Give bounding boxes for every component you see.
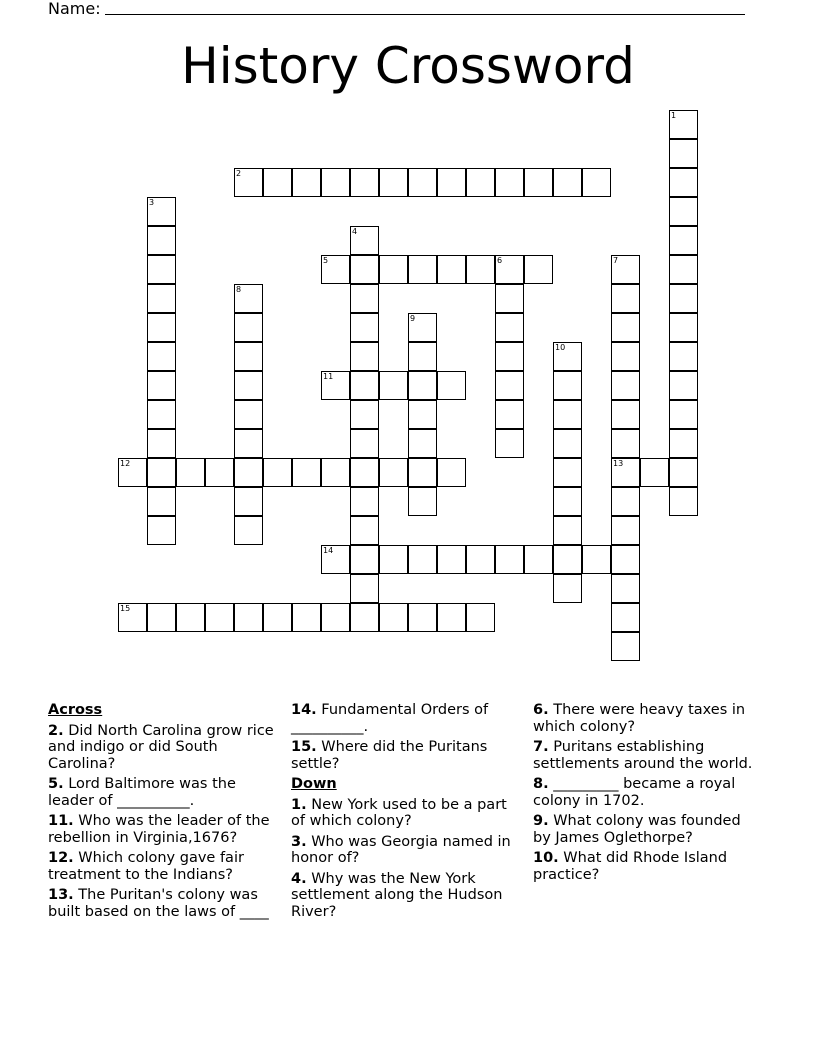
clue-across-2 [48,723,280,773]
grid-cell[interactable] [205,603,234,632]
grid-cell[interactable] [611,255,640,284]
cell-number: 5 [323,256,329,265]
cell-number: 6 [497,256,503,265]
grid-cell[interactable] [234,516,263,545]
grid-cell[interactable] [553,458,582,487]
clue-number: 1. [291,796,307,813]
grid-cell[interactable] [466,168,495,197]
grid-cell[interactable] [466,255,495,284]
grid-cell[interactable] [176,458,205,487]
clue-text: New York used to be a part of which colony? [291,796,507,829]
clue-number: 4. [291,870,307,887]
grid-cell[interactable] [466,603,495,632]
grid-cell[interactable] [408,255,437,284]
cell-number: 7 [613,256,619,265]
grid-cell[interactable] [379,603,408,632]
grid-cell[interactable] [147,458,176,487]
grid-cell[interactable] [669,139,698,168]
grid-cell[interactable] [611,487,640,516]
grid-cell[interactable] [350,342,379,371]
clue-text: Where did the Puritans settle? [291,739,488,772]
grid-cell[interactable] [669,197,698,226]
clue-number: 5. [48,776,64,792]
clue-down-1 [291,797,523,830]
grid-cell[interactable] [379,255,408,284]
grid-cell[interactable] [234,458,263,487]
grid-cell[interactable] [205,458,234,487]
grid-cell[interactable] [147,516,176,545]
clue-text: Who was the leader of the rebellion in Virginia,1676? [48,813,270,846]
clue-down-8 [533,776,761,809]
across-heading: Across [48,702,103,718]
grid-cell[interactable] [350,603,379,632]
grid-cell[interactable] [147,603,176,632]
grid-cell[interactable] [524,168,553,197]
name-underline[interactable] [105,0,745,15]
clues-column-2 [291,702,523,924]
grid-cell[interactable] [379,371,408,400]
grid-cell[interactable] [350,458,379,487]
grid-cell[interactable] [669,458,698,487]
clue-down-6 [533,702,761,735]
grid-cell[interactable] [582,168,611,197]
clue-down-4 [291,871,523,921]
cell-number: 2 [236,169,242,178]
grid-cell[interactable] [350,168,379,197]
clue-number: 11. [48,813,74,829]
grid-cell[interactable] [669,313,698,342]
grid-cell[interactable] [669,487,698,516]
grid-cell[interactable] [147,400,176,429]
grid-cell[interactable] [350,255,379,284]
grid-cell[interactable] [176,603,205,632]
grid-cell[interactable] [147,226,176,255]
grid-cell[interactable] [147,284,176,313]
grid-cell[interactable] [466,545,495,574]
clue-number: 15. [291,739,317,755]
grid-cell[interactable] [495,255,524,284]
grid-cell[interactable] [118,458,147,487]
grid-cell[interactable] [379,458,408,487]
clue-text: There were heavy taxes in which colony? [533,702,746,735]
grid-cell[interactable] [118,603,147,632]
grid-cell[interactable] [611,284,640,313]
grid-cell[interactable] [437,458,466,487]
grid-cell[interactable] [350,516,379,545]
clue-across-13 [48,887,280,920]
grid-cell[interactable] [553,342,582,371]
grid-cell[interactable] [611,603,640,632]
grid-cell[interactable] [292,458,321,487]
grid-cell[interactable] [350,371,379,400]
clue-text: Did North Carolina grow rice and indigo or did South Carolina? [48,722,274,772]
grid-cell[interactable] [350,226,379,255]
clue-number: 3. [291,833,307,850]
grid-cell[interactable] [495,313,524,342]
grid-cell[interactable] [263,603,292,632]
grid-cell[interactable] [582,545,611,574]
cell-number: 8 [236,285,242,294]
grid-cell[interactable] [234,400,263,429]
grid-cell[interactable] [640,458,669,487]
grid-cell[interactable] [437,255,466,284]
clue-number: 13. [48,887,74,903]
grid-cell[interactable] [263,458,292,487]
grid-cell[interactable] [321,255,350,284]
grid-cell[interactable] [495,429,524,458]
clue-down-9 [533,813,761,846]
cell-number: 3 [149,198,155,207]
grid-cell[interactable] [669,284,698,313]
grid-cell[interactable] [147,313,176,342]
grid-cell[interactable] [437,603,466,632]
cell-number: 11 [323,372,334,381]
grid-cell[interactable] [495,342,524,371]
clue-number: 12. [48,850,74,866]
grid-cell[interactable] [611,313,640,342]
grid-cell[interactable] [350,545,379,574]
grid-cell[interactable] [147,429,176,458]
grid-cell[interactable] [234,342,263,371]
cell-number: 1 [671,111,677,120]
grid-cell[interactable] [437,371,466,400]
grid-cell[interactable] [669,400,698,429]
clue-number: 2. [48,722,64,739]
clue-text: What did Rhode Island practice? [533,850,728,883]
grid-cell[interactable] [611,342,640,371]
clue-number: 7. [533,739,549,755]
cell-number: 13 [613,459,624,468]
grid-cell[interactable] [234,603,263,632]
clue-down-10 [533,850,761,883]
grid-cell[interactable] [495,168,524,197]
grid-cell[interactable] [408,487,437,516]
clue-number: 8. [533,776,549,792]
grid-cell[interactable] [553,487,582,516]
grid-cell[interactable] [263,168,292,197]
grid-cell[interactable] [408,429,437,458]
grid-cell[interactable] [321,458,350,487]
grid-cell[interactable] [553,516,582,545]
grid-cell[interactable] [350,284,379,313]
clue-across-14 [291,702,523,735]
grid-cell[interactable] [495,371,524,400]
cell-number: 4 [352,227,358,236]
grid-cell[interactable] [234,313,263,342]
grid-cell[interactable] [611,458,640,487]
grid-cell[interactable] [350,400,379,429]
clue-number: 10. [533,850,559,866]
grid-cell[interactable] [292,168,321,197]
clue-text: What colony was founded by James Oglethorpe? [533,813,741,846]
cell-number: 9 [410,314,416,323]
grid-cell[interactable] [147,197,176,226]
grid-cell[interactable] [350,429,379,458]
clue-across-15 [291,739,523,772]
grid-cell[interactable] [408,603,437,632]
grid-cell[interactable] [669,429,698,458]
grid-cell[interactable] [234,284,263,313]
grid-cell[interactable] [321,371,350,400]
grid-cell[interactable] [553,400,582,429]
grid-cell[interactable] [350,574,379,603]
clue-across-11 [48,813,280,846]
grid-cell[interactable] [669,110,698,139]
name-field[interactable] [48,0,748,20]
clue-across-5 [48,776,280,809]
grid-cell[interactable] [408,400,437,429]
grid-cell[interactable] [553,545,582,574]
grid-cell[interactable] [524,255,553,284]
clue-text: Who was Georgia named in honor of? [291,833,511,866]
clues-column-1 [48,702,280,924]
grid-cell[interactable] [321,545,350,574]
grid-cell[interactable] [408,313,437,342]
grid-cell[interactable] [611,371,640,400]
grid-cell[interactable] [408,342,437,371]
grid-cell[interactable] [524,545,553,574]
grid-cell[interactable] [611,545,640,574]
grid-cell[interactable] [350,487,379,516]
clue-number: 14. [291,702,317,718]
cell-number: 10 [555,343,566,352]
clue-down-3 [291,834,523,867]
grid-cell[interactable] [437,545,466,574]
grid-cell[interactable] [408,371,437,400]
grid-cell[interactable] [147,255,176,284]
grid-cell[interactable] [669,168,698,197]
clue-text: Puritans establishing settlements around the world. [533,739,753,772]
grid-cell[interactable] [553,168,582,197]
cell-number: 15 [120,604,131,613]
grid-cell[interactable] [669,371,698,400]
grid-cell[interactable] [495,400,524,429]
grid-cell[interactable] [321,603,350,632]
clue-number: 9. [533,813,549,829]
grid-cell[interactable] [553,429,582,458]
grid-cell[interactable] [147,487,176,516]
grid-cell[interactable] [408,545,437,574]
grid-cell[interactable] [495,545,524,574]
grid-cell[interactable] [495,284,524,313]
clue-across-12 [48,850,280,883]
grid-cell[interactable] [234,429,263,458]
grid-cell[interactable] [611,516,640,545]
grid-cell[interactable] [234,168,263,197]
grid-cell[interactable] [669,342,698,371]
down-heading: Down [291,776,337,792]
clue-text: Fundamental Orders of __________. [291,702,489,735]
clues-column-3 [533,702,761,887]
clue-text: Lord Baltimore was the leader of __________. [48,776,236,809]
grid-cell[interactable] [234,487,263,516]
grid-cell[interactable] [234,371,263,400]
clue-number: 6. [533,702,549,718]
clue-text: Which colony gave fair treatment to the Indians? [48,850,244,883]
grid-cell[interactable] [611,574,640,603]
page-title: History Crossword [181,37,635,95]
grid-cell[interactable] [437,168,466,197]
grid-cell[interactable] [379,168,408,197]
clue-down-7 [533,739,761,772]
grid-cell[interactable] [553,371,582,400]
grid-cell[interactable] [147,342,176,371]
clue-text: Why was the New York settlement along the Hudson River? [291,870,503,920]
grid-cell[interactable] [611,632,640,661]
grid-cell[interactable] [350,313,379,342]
clue-text: The Puritan's colony was built based on the laws of ____ [48,887,269,920]
grid-cell[interactable] [611,400,640,429]
grid-cell[interactable] [321,168,350,197]
cell-number: 14 [323,546,334,555]
grid-cell[interactable] [669,226,698,255]
grid-cell[interactable] [147,371,176,400]
clue-text: _________ became a royal colony in 1702. [533,776,736,809]
cell-number: 12 [120,459,131,468]
grid-cell[interactable] [292,603,321,632]
grid-cell[interactable] [379,545,408,574]
grid-cell[interactable] [669,255,698,284]
grid-cell[interactable] [408,458,437,487]
grid-cell[interactable] [408,168,437,197]
grid-cell[interactable] [553,574,582,603]
grid-cell[interactable] [611,429,640,458]
name-label: Name: [48,0,101,18]
